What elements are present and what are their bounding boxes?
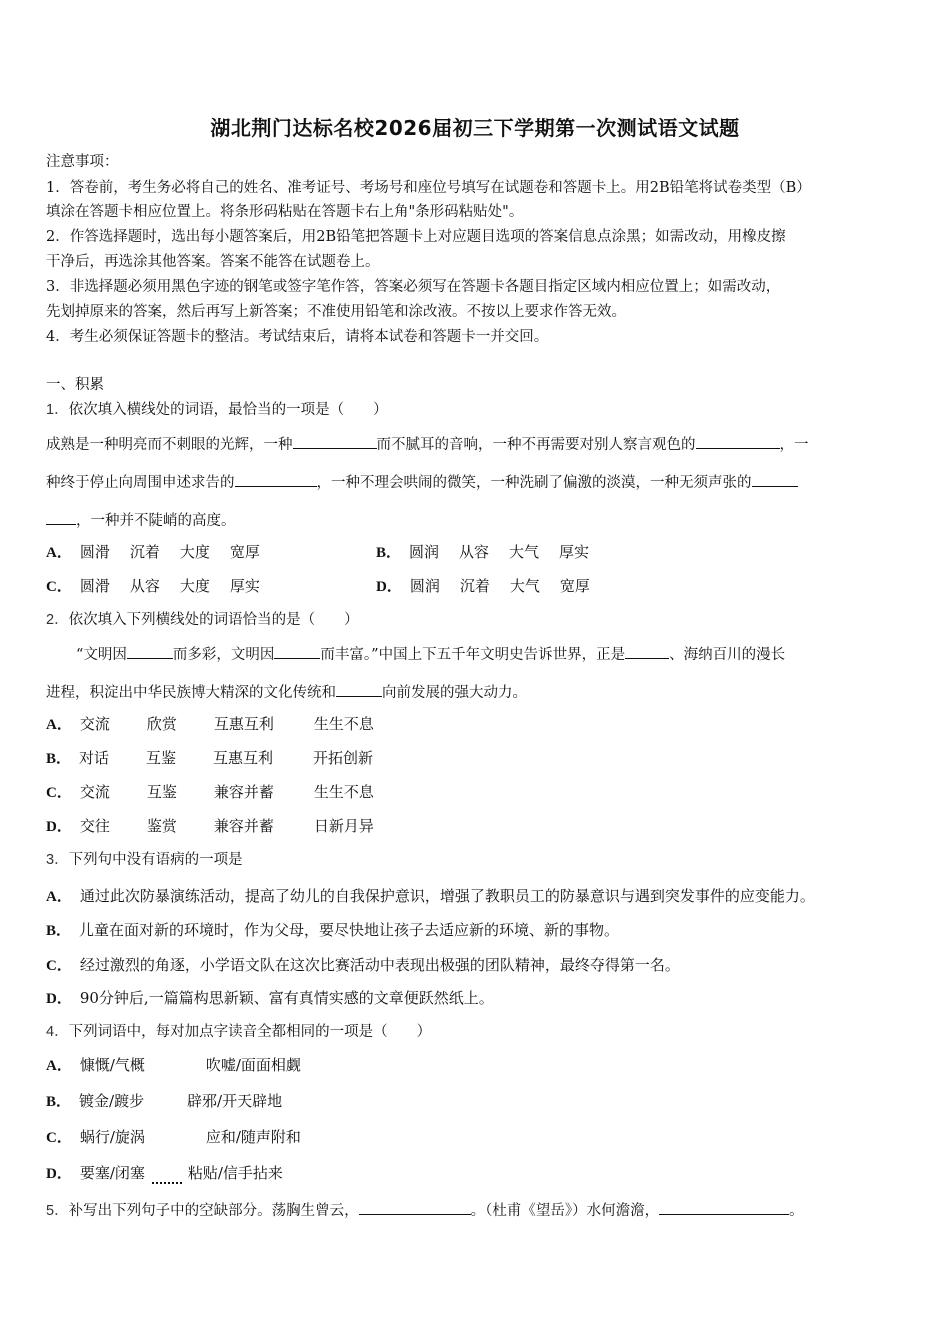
question-5 bbox=[46, 1200, 804, 1221]
option-label: B． bbox=[376, 545, 402, 561]
option-c[interactable] bbox=[46, 576, 260, 597]
notes-line: 先划掉原来的答案，然后再写上新答案；不准使用铅笔和涂改液。不按以上要求作答无效。 bbox=[46, 304, 626, 320]
notes-line: 3．非选择题必须用黑色字迹的钢笔或签字笔作答，答案必须写在答题卡各题目指定区域内相应位置上；如需改动， bbox=[46, 279, 781, 295]
question-4-stem bbox=[46, 1022, 431, 1042]
passage-text: 进程，积淀出中华民族博大精深的文化传统和 bbox=[46, 685, 336, 701]
passage-text: 向前发展的强大动力。 bbox=[382, 685, 527, 701]
option-a[interactable] bbox=[46, 886, 815, 907]
option-word: 厚实 bbox=[229, 577, 260, 595]
page-title: 湖北荆门达标名校2026届初三下学期第一次测试语文试题 bbox=[210, 116, 740, 140]
option-d[interactable] bbox=[46, 988, 494, 1009]
option-d[interactable] bbox=[46, 816, 374, 837]
option-label: A． bbox=[46, 545, 72, 561]
option-c[interactable] bbox=[46, 782, 374, 803]
passage-text: 种终于停止向周围申述求告的 bbox=[46, 475, 235, 491]
passage-text: 而多彩，文明因 bbox=[172, 647, 275, 663]
passage-text: 成熟是一种明亮而不刺眼的光辉，一种 bbox=[46, 437, 293, 453]
notes-line: 1．答卷前，考生务必将自己的姓名、准考证号、考场号和座位号填写在试题卷和答题卡上。用2B铅笔将试卷类型（B） bbox=[46, 180, 811, 196]
option-pair: 粘贴/信手拈来 bbox=[187, 1164, 283, 1182]
passage-text: 而丰富。”中国上下五千年文明史告诉世界，正是 bbox=[320, 647, 626, 663]
question-1-passage-line bbox=[46, 434, 809, 455]
option-text: 经过激烈的角逐，小学语文队在这次比赛活动中表现出极强的团队精神，最终夺得第一名。 bbox=[79, 956, 680, 974]
passage-text: “文明因 bbox=[76, 647, 127, 663]
option-word: 大气 bbox=[509, 577, 540, 595]
option-word: 开拓创新 bbox=[313, 749, 374, 767]
fill-blank[interactable] bbox=[336, 682, 382, 697]
emphasis-dots bbox=[152, 1182, 182, 1184]
option-label: D． bbox=[376, 579, 402, 595]
question-number: 3． bbox=[46, 852, 69, 868]
option-c[interactable] bbox=[46, 1127, 301, 1148]
fill-blank[interactable] bbox=[274, 644, 320, 659]
question-number: 4． bbox=[46, 1024, 69, 1040]
notes-line: 填涂在答题卡相应位置上。将条形码粘贴在答题卡右上角"条形码粘贴处"。 bbox=[46, 204, 524, 220]
fill-blank[interactable] bbox=[127, 644, 173, 659]
option-word: 沉着 bbox=[129, 543, 160, 561]
option-word: 鉴赏 bbox=[146, 817, 177, 835]
option-word: 欣赏 bbox=[146, 715, 177, 733]
question-number: 2． bbox=[46, 612, 69, 628]
question-2-passage-line bbox=[46, 682, 527, 703]
option-label: B． bbox=[46, 1094, 72, 1110]
fill-blank[interactable] bbox=[235, 472, 317, 487]
option-word: 宽厚 bbox=[229, 543, 260, 561]
option-word: 大度 bbox=[179, 577, 210, 595]
option-b[interactable] bbox=[46, 920, 619, 941]
option-word: 沉着 bbox=[459, 577, 490, 595]
question-1-passage-line bbox=[46, 510, 236, 531]
passage-text: ，一种并不陡峭的高度。 bbox=[76, 513, 236, 529]
option-word: 兼容并蓄 bbox=[213, 783, 274, 801]
option-word: 生生不息 bbox=[313, 715, 374, 733]
option-d[interactable] bbox=[46, 1163, 283, 1184]
question-text: 。 bbox=[789, 1203, 804, 1219]
option-label: D． bbox=[46, 819, 72, 835]
option-label: D． bbox=[46, 1166, 72, 1182]
question-number: 5． bbox=[46, 1203, 69, 1219]
option-word: 交往 bbox=[79, 817, 110, 835]
option-word: 大度 bbox=[179, 543, 210, 561]
option-word: 圆润 bbox=[409, 577, 440, 595]
option-word: 厚实 bbox=[559, 543, 590, 561]
notes-heading: 注意事项： bbox=[46, 154, 119, 170]
question-text: 下列词语中，每对加点字读音全都相同的一项是（ ） bbox=[68, 1024, 432, 1040]
option-word: 互鉴 bbox=[146, 783, 177, 801]
question-text: 依次填入横线处的词语，最恰当的一项是（ ） bbox=[68, 402, 388, 418]
option-pair: 应和/随声附和 bbox=[205, 1128, 301, 1146]
option-text: 90分钟后,一篇篇构思新颖、富有真情实感的文章便跃然纸上。 bbox=[79, 989, 494, 1007]
question-text: 。（杜甫《望岳》）水何澹澹， bbox=[470, 1203, 660, 1219]
option-b[interactable] bbox=[46, 1091, 282, 1112]
option-label: A． bbox=[46, 1058, 72, 1074]
option-pair: 镀金/踱步 bbox=[79, 1092, 145, 1110]
option-word: 从容 bbox=[129, 577, 160, 595]
option-pair: 蜗行/旋涡 bbox=[79, 1128, 145, 1146]
option-label: D． bbox=[46, 991, 72, 1007]
notes-line: 干净后，再选涂其他答案。答案不能答在试题卷上。 bbox=[46, 254, 380, 270]
option-word: 互惠互利 bbox=[213, 715, 274, 733]
option-a[interactable] bbox=[46, 714, 374, 735]
option-word: 圆滑 bbox=[79, 543, 110, 561]
option-word: 互鉴 bbox=[146, 749, 177, 767]
question-1-passage-line bbox=[46, 472, 798, 493]
option-word: 生生不息 bbox=[313, 783, 374, 801]
fill-blank[interactable] bbox=[659, 1200, 789, 1215]
option-word: 大气 bbox=[509, 543, 540, 561]
option-pair: 要塞/闭塞 bbox=[79, 1164, 145, 1182]
option-word: 对话 bbox=[79, 749, 110, 767]
option-label: A． bbox=[46, 717, 72, 733]
question-number: 1． bbox=[46, 402, 69, 418]
option-word: 交流 bbox=[79, 783, 110, 801]
option-b[interactable] bbox=[46, 748, 373, 769]
option-a[interactable] bbox=[46, 542, 260, 563]
section-heading: 一、积累 bbox=[46, 377, 104, 393]
option-word: 圆润 bbox=[409, 543, 440, 561]
option-word: 日新月异 bbox=[313, 817, 374, 835]
option-pair: 慷慨/气概 bbox=[79, 1056, 145, 1074]
question-2-stem bbox=[46, 610, 359, 630]
option-d[interactable] bbox=[376, 576, 590, 597]
option-pair: 吹嘘/面面相觑 bbox=[205, 1056, 301, 1074]
notes-line: 4．考生必须保证答题卡的整洁。考试结束后，请将本试卷和答题卡一并交回。 bbox=[46, 329, 549, 345]
fill-blank[interactable] bbox=[46, 510, 76, 525]
question-text: 下列句中没有语病的一项是 bbox=[68, 852, 243, 868]
option-word: 圆滑 bbox=[79, 577, 110, 595]
option-label: C． bbox=[46, 785, 72, 801]
option-word: 兼容并蓄 bbox=[213, 817, 274, 835]
option-word: 从容 bbox=[459, 543, 490, 561]
passage-text: ，一 bbox=[779, 437, 809, 453]
passage-text: 而不腻耳的音响，一种不再需要对别人察言观色的 bbox=[376, 437, 696, 453]
question-text: 补写出下列句子中的空缺部分。荡胸生曾云， bbox=[68, 1203, 359, 1219]
option-text: 儿童在面对新的环境时，作为父母，要尽快地让孩子去适应新的环境、新的事物。 bbox=[79, 921, 620, 939]
fill-blank[interactable] bbox=[359, 1200, 471, 1215]
option-label: B． bbox=[46, 751, 72, 767]
option-word: 交流 bbox=[79, 715, 110, 733]
passage-text: 、海纳百川的漫长 bbox=[669, 647, 786, 663]
fill-blank[interactable] bbox=[625, 644, 669, 659]
question-3-stem bbox=[46, 850, 243, 870]
option-label: B． bbox=[46, 923, 72, 939]
option-label: C． bbox=[46, 1130, 72, 1146]
question-1-stem bbox=[46, 400, 388, 420]
option-word: 宽厚 bbox=[559, 577, 590, 595]
passage-text: ，一种不理会哄闹的微笑，一种洗刷了偏激的淡漠，一种无须声张的 bbox=[316, 475, 752, 491]
option-label: A． bbox=[46, 889, 72, 905]
fill-blank[interactable] bbox=[752, 472, 798, 487]
option-label: C． bbox=[46, 579, 72, 595]
option-text: 通过此次防暴演练活动，提高了幼儿的自我保护意识，增强了教职员工的防暴意识与遇到突发事件的应变能力。 bbox=[79, 887, 815, 905]
option-c[interactable] bbox=[46, 955, 680, 976]
fill-blank[interactable] bbox=[696, 434, 780, 449]
question-2-passage-line bbox=[76, 644, 785, 665]
option-b[interactable] bbox=[376, 542, 589, 563]
option-word: 互惠互利 bbox=[213, 749, 274, 767]
option-a[interactable] bbox=[46, 1055, 301, 1076]
fill-blank[interactable] bbox=[293, 434, 377, 449]
question-text: 依次填入下列横线处的词语恰当的是（ ） bbox=[68, 612, 359, 628]
option-pair: 辟邪/开天辟地 bbox=[187, 1092, 283, 1110]
option-label: C． bbox=[46, 958, 72, 974]
notes-line: 2．作答选择题时，选出每小题答案后，用2B铅笔把答题卡上对应题目选项的答案信息点涂黑；如需改动，用橡皮擦 bbox=[46, 229, 786, 245]
